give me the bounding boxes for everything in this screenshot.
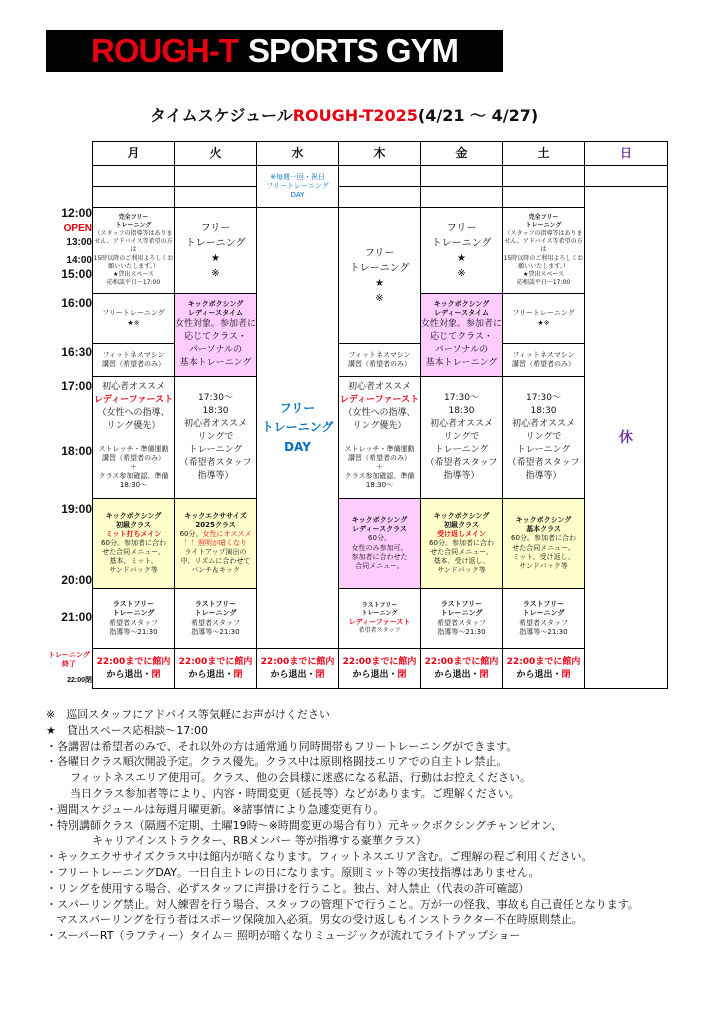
wed-note-line3: DAY: [290, 191, 305, 200]
text-line: リングで: [525, 431, 562, 442]
text-line: 講習（希望者のみ）: [102, 360, 165, 368]
text-line: 基本クラス: [526, 525, 561, 534]
text-line: パーソナルの: [188, 345, 243, 356]
wed-note: [257, 166, 339, 208]
text-line: DAY: [284, 439, 311, 454]
time-2000: 20:00: [61, 573, 92, 587]
note-line: ・スパーリング禁止。対人練習を行う場合、スタッフの管理下で行うこと。万が一の怪我、事故も自己責任となります。: [46, 897, 639, 911]
text-line: トレーニング: [261, 420, 334, 435]
time-1300: 13:00: [66, 237, 92, 248]
text-line: 女性のみ参加可。: [351, 543, 408, 552]
text-line: 2025クラス: [195, 520, 236, 529]
text-line: 指導等）: [197, 471, 234, 482]
note-line: ・フリートレーニングDAY。一日自主トレの日になります。原則ミット等の実技指導はありません。: [46, 865, 540, 879]
text-line: フリートレーニング: [512, 309, 575, 318]
text-line: 女性にオススメ: [202, 529, 252, 538]
text-line: は: [130, 246, 137, 254]
text-line: キックボクシング: [515, 516, 572, 525]
title-prefix: タイムスケジュール: [150, 106, 293, 125]
text-line: ★※: [127, 318, 140, 327]
text-line: レディーファースト: [93, 394, 174, 405]
schedule-table: [92, 141, 668, 689]
close-line1: 22:00までに館内: [260, 656, 335, 667]
text-line: ！！照明が暗くなり: [184, 538, 247, 547]
text-line: 基本トレーニング: [179, 358, 252, 369]
text-line: パーソナルの: [434, 345, 489, 356]
text-line: 指導等）: [525, 471, 562, 482]
close-line2: から退出・: [434, 670, 480, 680]
text-line: （希望者スタッフ: [507, 458, 580, 469]
text-line: 願いいたします。）: [108, 262, 159, 270]
note-line: フィットネスエリア使用可。クラス、他の会員様に迷惑になる私語、行動はお控えください。: [70, 771, 532, 785]
empty-cell: [339, 187, 421, 208]
note-line: ★ 貸出スペース応相談〜17:00: [46, 723, 209, 737]
text-line: 初心者オススメ: [102, 381, 165, 392]
text-line: フィットネスマシン: [348, 350, 411, 359]
text-line: （スタッフの指導等はありま: [504, 230, 583, 238]
time-1630: 16:30: [61, 345, 92, 359]
text-line: ★※: [537, 318, 550, 327]
note-line: 当日クラス参加者等により、内容・時間変更（延長等）などがあります。ご理解ください。: [70, 786, 520, 800]
text-line: トレーニング: [525, 222, 562, 230]
text-line: ★: [457, 252, 466, 264]
text-line: クラス参加確認、準備: [98, 472, 169, 481]
tue-1700: [175, 377, 257, 499]
text-line: 参加者に合わせた: [351, 552, 408, 561]
thu-close: [339, 649, 421, 689]
text-line: レディースタイム: [434, 308, 489, 317]
day-header-sun: 日: [585, 142, 667, 166]
text-line: サンドバック等: [437, 566, 486, 575]
sat-1630: [503, 344, 585, 377]
text-line: 完全フリー: [118, 214, 149, 222]
mon-2000: [93, 589, 175, 649]
brand-part1: ROUGH-T: [90, 32, 238, 69]
text-line: 指導等〜21:30: [437, 627, 486, 636]
fri-1700: [421, 377, 503, 499]
close-line2: から退出・: [352, 670, 398, 680]
empty-cell: [585, 166, 667, 187]
close-line2: から退出・: [188, 670, 234, 680]
text-line: フリー: [279, 401, 316, 416]
text-line: キックボクシング: [433, 511, 490, 520]
text-line: 応じてクラス・: [184, 332, 247, 343]
empty-cell: [93, 166, 175, 187]
training-end-label: トレーニング終了: [48, 652, 90, 669]
text-line: 受け返しメイン: [437, 529, 486, 538]
text-line: 希望者スタッフ: [519, 618, 568, 627]
gym-logo-banner: [46, 30, 503, 72]
text-line: 基本トレーニング: [425, 358, 498, 369]
empty-cell: [175, 187, 257, 208]
notes-section: [46, 707, 716, 944]
tue-close: [175, 649, 257, 689]
close-line2: から退出・: [270, 670, 316, 680]
thu-2000: [339, 589, 421, 649]
note-line: ・特別講師クラス（隔週不定期、土曜19時〜※時間変更の場合有り）元キックボクシングチャンピオン、: [46, 818, 562, 832]
text-line: 応相談平日〜17:00: [516, 278, 571, 286]
text-line: 18:30: [448, 405, 475, 416]
close-line3: 閉: [315, 670, 325, 680]
close-line3: 閉: [397, 670, 407, 680]
note-line: ・各講習は希望者のみで、それ以外の方は通常通り同時間帯もフリートレーニングができます。: [46, 739, 518, 753]
close-line1: 22:00までに館内: [342, 656, 417, 667]
time-1900: 19:00: [61, 502, 92, 516]
text-line: トレーニング: [431, 237, 492, 249]
title-period: (4/21 〜 4/27): [417, 106, 539, 125]
day-header-mon: 月: [93, 142, 175, 166]
text-line: 応相談平日〜17:00: [106, 278, 161, 286]
close-line1: 22:00までに館内: [506, 656, 581, 667]
text-line: 60分。: [179, 529, 203, 538]
time-1600: 16:00: [61, 296, 92, 310]
text-line: せた合同メニュー。: [430, 548, 493, 557]
text-line: キックボクシング: [433, 299, 490, 308]
text-line: 希望者スタッフ: [437, 618, 486, 627]
text-line: レディーファースト: [339, 394, 420, 405]
text-line: レディースクラス: [352, 525, 407, 534]
fri-close: [421, 649, 503, 689]
text-line: トレーニング: [361, 609, 398, 617]
text-line: ミット、受け返し、: [512, 552, 575, 561]
text-line: パンチ＆キック: [191, 566, 240, 575]
text-line: 初心者オススメ: [184, 418, 247, 429]
text-line: リングで: [197, 431, 234, 442]
text-line: キックボクシング: [105, 511, 162, 520]
text-line: レディースタイム: [188, 308, 243, 317]
time-1200: 12:00: [61, 206, 92, 220]
text-line: トレーニング: [188, 445, 243, 456]
day-header-sat: 土: [503, 142, 585, 166]
title-name: ROUGH-T2025: [292, 106, 418, 125]
text-line: せん。アドバイス等希望の方: [94, 238, 173, 246]
note-line: ・スーパーRT（ラフティー）タイム＝ 照明が暗くなりミュージックが流れてライトアップショー: [46, 929, 521, 943]
time-2100: 21:00: [61, 610, 92, 624]
text-line: 18:30〜: [365, 481, 394, 490]
fri-2000: [421, 589, 503, 649]
close-line3: 閉: [151, 670, 161, 680]
text-line: （希望者スタッフ: [179, 458, 252, 469]
tue-1900-class: [175, 499, 257, 589]
text-line: ラストフリー: [112, 600, 155, 609]
text-line: 指導等〜21:30: [109, 627, 158, 636]
text-line: 指導等〜21:30: [519, 627, 568, 636]
mon-1700: [93, 377, 175, 437]
text-line: 60分。参加者に合わ: [511, 534, 576, 543]
text-line: ※: [375, 292, 384, 304]
text-line: ★: [375, 277, 384, 289]
day-header-fri: 金: [421, 142, 503, 166]
text-line: リングで: [443, 431, 480, 442]
text-line: 講習（希望者のみ）: [102, 453, 165, 462]
fri-1900-class: [421, 499, 503, 589]
text-line: サンドバック等: [519, 561, 568, 570]
text-line: 17:30〜: [526, 392, 561, 403]
text-line: （希望者スタッフ: [425, 458, 498, 469]
page-title: [150, 103, 650, 126]
day-header-wed: 水: [257, 142, 339, 166]
text-line: フィットネスマシン: [512, 350, 575, 359]
mon-noon-free: [93, 208, 175, 294]
text-line: フリー: [200, 222, 231, 234]
text-line: 18:30: [530, 405, 557, 416]
text-line: トレーニング: [112, 609, 155, 618]
text-line: ※: [457, 267, 466, 279]
empty-cell: [93, 187, 175, 208]
text-line: 希望者スタッフ: [358, 627, 401, 635]
text-line: ＋: [376, 462, 383, 471]
time-1500: 15:00: [61, 267, 92, 281]
text-line: 指導等〜21:30: [191, 627, 240, 636]
text-line: 18:30: [202, 405, 229, 416]
empty-cell: [503, 166, 585, 187]
close-line3: 閉: [479, 670, 489, 680]
text-line: は: [540, 246, 547, 254]
fri-noon-free: [421, 208, 503, 294]
time-1700: 17:00: [61, 379, 92, 393]
text-line: 初級クラス: [444, 520, 479, 529]
text-line: 合同メニュー。: [355, 561, 404, 570]
text-line: 60分。: [368, 534, 391, 543]
text-line: 中、リズムに合わせて: [180, 557, 251, 566]
sat-close: [503, 649, 585, 689]
text-line: トレーニング: [522, 609, 565, 618]
text-line: せた合同メニュー。: [102, 548, 165, 557]
text-line: 講習（希望者のみ）: [348, 360, 411, 368]
text-line: キックボクシング: [351, 516, 408, 525]
sat-noon-free: [503, 208, 585, 294]
text-line: 希望者スタッフ: [109, 618, 158, 627]
text-line: 17:30〜: [198, 392, 233, 403]
text-line: 18:30〜: [119, 481, 148, 490]
text-line: ラストフリー: [194, 600, 237, 609]
time-1400: 14:00: [66, 255, 92, 266]
wed-free-training-day: [257, 208, 339, 649]
text-line: 希望者スタッフ: [191, 618, 240, 627]
text-line: ★: [211, 252, 220, 264]
text-line: 15時以降のご利用よろしくお: [93, 254, 174, 262]
empty-cell: [421, 166, 503, 187]
text-line: リング優先）: [352, 421, 407, 432]
text-line: ラストフリー: [522, 600, 565, 609]
close-line3: 閉: [561, 670, 571, 680]
mon-1630: [93, 344, 175, 377]
close-line2: から退出・: [106, 670, 152, 680]
text-line: 基本、ミット、: [109, 557, 158, 566]
text-line: ★貸出スペース: [112, 270, 155, 278]
thu-noon-free: [339, 208, 421, 344]
text-line: リング優先）: [106, 421, 161, 432]
text-line: キックボクシング: [187, 299, 244, 308]
text-line: 60分。参加者に合わ: [429, 538, 494, 547]
mon-1800: [93, 437, 175, 499]
close-line1: 22:00までに館内: [96, 656, 171, 667]
text-line: ミット打ちメイン: [105, 529, 162, 538]
text-line: 完全フリー: [528, 214, 559, 222]
text-line: クラス参加確認、準備: [344, 472, 415, 481]
text-line: 応じてクラス・: [430, 332, 493, 343]
text-line: 初心者オススメ: [430, 418, 493, 429]
mon-1900-class: [93, 499, 175, 589]
text-line: （女性への指導、: [97, 408, 170, 418]
text-line: ※: [211, 267, 220, 279]
empty-cell: [503, 187, 585, 208]
text-line: トレーニング: [194, 609, 237, 618]
brand-part2: SPORTS GYM: [247, 32, 458, 69]
tue-2000: [175, 589, 257, 649]
tue-noon-free: [175, 208, 257, 294]
thu-1700: [339, 377, 421, 437]
text-line: 指導等）: [443, 471, 480, 482]
empty-cell: [339, 166, 421, 187]
day-header-thu: 木: [339, 142, 421, 166]
time-open: OPEN: [63, 223, 92, 234]
text-line: 15時以降のご利用よろしくお: [503, 254, 584, 262]
note-line: マススパーリングを行う者はスポーツ保険加入必須。男女の受け返しもインストラクター不在時原則禁止。: [56, 913, 583, 927]
thu-1900-ladies-class: [339, 499, 421, 589]
thu-1800: [339, 437, 421, 499]
text-line: 願いいたします。）: [518, 262, 569, 270]
wed-note-line2: フリートレーニング: [266, 181, 329, 190]
sat-1600: [503, 294, 585, 344]
text-line: 講習（希望者のみ）: [512, 360, 575, 368]
text-line: トレーニング: [434, 445, 489, 456]
text-line: （女性への指導、: [343, 408, 416, 418]
text-line: ライトアップ演出の: [184, 548, 247, 557]
text-line: トレーニング: [185, 237, 246, 249]
note-line: ・週間スケジュールは毎週月曜更新。※諸事情により急遽変更有り。: [46, 802, 385, 816]
note-line: ・リングを使用する場合、必ずスタッフに声掛けを行うこと。独占、対人禁止（代表の許可確認）: [46, 881, 530, 895]
sat-2000: [503, 589, 585, 649]
text-line: 初級クラス: [116, 520, 151, 529]
text-line: フリー: [446, 222, 477, 234]
close-line1: 22:00までに館内: [178, 656, 253, 667]
text-line: せん。アドバイス等希望の方: [504, 238, 583, 246]
close-line1: 22:00までに館内: [424, 656, 499, 667]
text-line: トレーニング: [516, 445, 571, 456]
text-line: ★貸出スペース: [522, 270, 565, 278]
text-line: 60分。参加者に合わ: [101, 538, 166, 547]
wed-close: [257, 649, 339, 689]
text-line: フリートレーニング: [102, 309, 165, 318]
close-line3: 閉: [233, 670, 243, 680]
time-1800: 18:00: [61, 444, 92, 458]
text-line: トレーニング: [115, 222, 152, 230]
text-line: トレーニング: [440, 609, 483, 618]
thu-1630: [339, 344, 421, 377]
text-line: 初心者オススメ: [348, 381, 411, 392]
text-line: 講習（希望者のみ）: [348, 453, 411, 462]
text-line: フィットネスマシン: [102, 350, 165, 359]
note-line: ※ 巡回スタッフにアドバイス等気軽にお声がけください: [46, 708, 330, 721]
note-line: ・キックエクササイズクラス中は館内が暗くなります。フィットネスエリア含む。ご理解の程ご利用ください。: [46, 850, 593, 864]
sat-1700: [503, 377, 585, 499]
fri-1600-ladies: [421, 294, 503, 377]
text-line: ラストフリー: [361, 601, 398, 609]
mon-close: [93, 649, 175, 689]
empty-cell: [421, 187, 503, 208]
close-line2: から退出・: [516, 670, 562, 680]
note-line: キャリアインストラクター、RBメンバー 等が指導する豪華クラス）: [92, 834, 427, 848]
sat-1900-class: [503, 499, 585, 589]
text-line: レディーファースト: [348, 618, 411, 626]
empty-cell: [175, 166, 257, 187]
mon-1600: [93, 294, 175, 344]
day-header-tue: 火: [175, 142, 257, 166]
sun-closed-label: 休: [619, 429, 633, 446]
tue-1600-ladies: [175, 294, 257, 377]
text-line: せた合同メニュー。: [512, 543, 575, 552]
training-end-time: 22:00閉: [67, 677, 92, 684]
text-line: ラストフリー: [440, 600, 483, 609]
text-line: 女性対象。参加者に: [175, 319, 257, 329]
text-line: ストレッチ・準備運動: [344, 444, 415, 453]
text-line: ＋: [130, 462, 137, 471]
wed-note-line1: ※毎週一回・祝日: [270, 172, 325, 181]
text-line: 17:30〜: [444, 392, 479, 403]
note-line: ・各曜日クラス順次開設予定。クラス優先。クラス中は原則格闘技エリアでの自主トレ禁止。: [46, 755, 508, 769]
text-line: フリー: [364, 247, 395, 259]
sun-closed: [585, 187, 667, 689]
text-line: 初心者オススメ: [512, 418, 575, 429]
text-line: 女性対象。参加者に: [421, 319, 503, 329]
text-line: （スタッフの指導等はありま: [94, 230, 173, 238]
text-line: ストレッチ・準備運動: [98, 444, 169, 453]
text-line: トレーニング: [349, 262, 410, 274]
text-line: サンドバック等: [109, 566, 158, 575]
text-line: キックエクササイズ: [184, 511, 247, 520]
text-line: 基本、受け返し、: [433, 557, 490, 566]
